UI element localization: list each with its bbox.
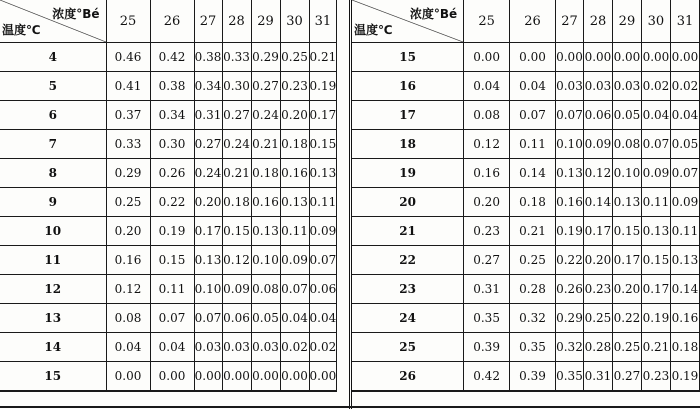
correction-value-cell: 0.20 bbox=[612, 275, 641, 304]
correction-value-cell: 0.05 bbox=[251, 304, 280, 333]
correction-value-cell: 0.13 bbox=[555, 159, 583, 188]
correction-value-cell: 0.24 bbox=[194, 159, 222, 188]
correction-value-cell: 0.15 bbox=[150, 246, 194, 275]
correction-value-cell: 0.04 bbox=[464, 72, 510, 101]
table-row bbox=[352, 159, 700, 188]
correction-value-cell: 0.10 bbox=[612, 159, 641, 188]
correction-value-cell: 0.31 bbox=[194, 101, 222, 130]
correction-value-cell: 0.25 bbox=[583, 304, 612, 333]
correction-value-cell: 0.16 bbox=[670, 304, 699, 333]
correction-value-cell: 0.24 bbox=[222, 130, 251, 159]
correction-value-cell: 0.16 bbox=[251, 188, 280, 217]
correction-value-cell: 0.27 bbox=[194, 130, 222, 159]
correction-value-cell: 0.18 bbox=[251, 159, 280, 188]
correction-value-cell: 0.09 bbox=[641, 159, 670, 188]
temperature-cell: 22 bbox=[352, 246, 464, 275]
bottom-rule bbox=[0, 406, 700, 408]
correction-value-cell: 0.27 bbox=[464, 246, 510, 275]
column-header: 25 bbox=[106, 0, 150, 43]
correction-value-cell: 0.15 bbox=[612, 217, 641, 246]
column-header: 31 bbox=[309, 0, 337, 43]
correction-value-cell: 0.00 bbox=[612, 43, 641, 72]
table-row bbox=[352, 101, 700, 130]
correction-value-cell: 0.23 bbox=[641, 362, 670, 392]
header-row bbox=[352, 0, 700, 43]
column-header: 27 bbox=[555, 0, 583, 43]
table-row bbox=[352, 304, 700, 333]
correction-value-cell: 0.09 bbox=[670, 188, 699, 217]
correction-value-cell: 0.13 bbox=[641, 217, 670, 246]
correction-value-cell: 0.17 bbox=[583, 217, 612, 246]
correction-value-cell: 0.25 bbox=[106, 188, 150, 217]
correction-value-cell: 0.38 bbox=[150, 72, 194, 101]
table-row bbox=[0, 217, 337, 246]
correction-value-cell: 0.29 bbox=[555, 304, 583, 333]
correction-value-cell: 0.02 bbox=[670, 72, 699, 101]
correction-value-cell: 0.00 bbox=[641, 43, 670, 72]
correction-value-cell: 0.04 bbox=[670, 101, 699, 130]
correction-value-cell: 0.22 bbox=[555, 246, 583, 275]
correction-value-cell: 0.25 bbox=[280, 43, 309, 72]
correction-value-cell: 0.27 bbox=[612, 362, 641, 392]
correction-value-cell: 0.46 bbox=[106, 43, 150, 72]
correction-value-cell: 0.17 bbox=[612, 246, 641, 275]
correction-value-cell: 0.19 bbox=[670, 362, 699, 392]
correction-value-cell: 0.00 bbox=[150, 362, 194, 392]
correction-value-cell: 0.00 bbox=[670, 43, 699, 72]
correction-value-cell: 0.18 bbox=[670, 333, 699, 362]
correction-value-cell: 0.13 bbox=[194, 246, 222, 275]
temperature-cell: 7 bbox=[0, 130, 106, 159]
correction-value-cell: 0.13 bbox=[280, 188, 309, 217]
table-row bbox=[352, 43, 700, 72]
table-row bbox=[0, 159, 337, 188]
correction-value-cell: 0.14 bbox=[510, 159, 556, 188]
table-row bbox=[352, 362, 700, 392]
temperature-cell: 5 bbox=[0, 72, 106, 101]
correction-value-cell: 0.35 bbox=[510, 333, 556, 362]
correction-value-cell: 0.21 bbox=[510, 217, 556, 246]
correction-value-cell: 0.00 bbox=[222, 362, 251, 392]
correction-value-cell: 0.03 bbox=[583, 72, 612, 101]
correction-value-cell: 0.06 bbox=[222, 304, 251, 333]
correction-value-cell: 0.10 bbox=[194, 275, 222, 304]
temperature-cell: 15 bbox=[352, 43, 464, 72]
correction-value-cell: 0.15 bbox=[309, 130, 337, 159]
correction-value-cell: 0.11 bbox=[670, 217, 699, 246]
correction-value-cell: 0.00 bbox=[309, 362, 337, 392]
correction-value-cell: 0.13 bbox=[251, 217, 280, 246]
correction-value-cell: 0.35 bbox=[555, 362, 583, 392]
correction-value-cell: 0.27 bbox=[251, 72, 280, 101]
temperature-cell: 24 bbox=[352, 304, 464, 333]
correction-value-cell: 0.37 bbox=[106, 101, 150, 130]
correction-value-cell: 0.13 bbox=[309, 159, 337, 188]
correction-value-cell: 0.04 bbox=[150, 333, 194, 362]
correction-value-cell: 0.05 bbox=[612, 101, 641, 130]
temperature-cell: 17 bbox=[352, 101, 464, 130]
temperature-cell: 4 bbox=[0, 43, 106, 72]
table-row bbox=[0, 101, 337, 130]
table-row bbox=[352, 130, 700, 159]
correction-value-cell: 0.17 bbox=[309, 101, 337, 130]
header-row bbox=[0, 0, 337, 43]
correction-value-cell: 0.02 bbox=[280, 333, 309, 362]
correction-value-cell: 0.14 bbox=[583, 188, 612, 217]
temperature-cell: 12 bbox=[0, 275, 106, 304]
correction-value-cell: 0.30 bbox=[222, 72, 251, 101]
right-correction-table bbox=[352, 0, 700, 392]
temperature-cell: 23 bbox=[352, 275, 464, 304]
correction-value-cell: 0.06 bbox=[309, 275, 337, 304]
table-row bbox=[0, 246, 337, 275]
correction-value-cell: 0.05 bbox=[670, 130, 699, 159]
correction-value-cell: 0.23 bbox=[464, 217, 510, 246]
correction-value-cell: 0.18 bbox=[280, 130, 309, 159]
table-row bbox=[352, 72, 700, 101]
column-header: 28 bbox=[583, 0, 612, 43]
correction-value-cell: 0.29 bbox=[251, 43, 280, 72]
correction-value-cell: 0.34 bbox=[150, 101, 194, 130]
correction-value-cell: 0.38 bbox=[194, 43, 222, 72]
table-row bbox=[352, 333, 700, 362]
correction-value-cell: 0.17 bbox=[194, 217, 222, 246]
table-row bbox=[0, 362, 337, 392]
correction-value-cell: 0.09 bbox=[309, 217, 337, 246]
table-row bbox=[0, 130, 337, 159]
correction-value-cell: 0.20 bbox=[280, 101, 309, 130]
correction-value-cell: 0.04 bbox=[106, 333, 150, 362]
correction-value-cell: 0.22 bbox=[612, 304, 641, 333]
correction-value-cell: 0.34 bbox=[194, 72, 222, 101]
correction-value-cell: 0.02 bbox=[641, 72, 670, 101]
correction-value-cell: 0.12 bbox=[222, 246, 251, 275]
correction-value-cell: 0.11 bbox=[641, 188, 670, 217]
temperature-label: 温度℃ bbox=[2, 23, 41, 37]
correction-value-cell: 0.16 bbox=[280, 159, 309, 188]
correction-value-cell: 0.21 bbox=[251, 130, 280, 159]
correction-value-cell: 0.19 bbox=[150, 217, 194, 246]
temperature-cell: 18 bbox=[352, 130, 464, 159]
correction-value-cell: 0.19 bbox=[555, 217, 583, 246]
column-header: 25 bbox=[464, 0, 510, 43]
correction-value-cell: 0.20 bbox=[194, 188, 222, 217]
column-header: 31 bbox=[670, 0, 699, 43]
correction-value-cell: 0.32 bbox=[555, 333, 583, 362]
correction-value-cell: 0.15 bbox=[222, 217, 251, 246]
correction-value-cell: 0.15 bbox=[641, 246, 670, 275]
correction-value-cell: 0.07 bbox=[670, 159, 699, 188]
correction-value-cell: 0.03 bbox=[555, 72, 583, 101]
correction-value-cell: 0.39 bbox=[464, 333, 510, 362]
correction-value-cell: 0.04 bbox=[510, 72, 556, 101]
correction-value-cell: 0.13 bbox=[612, 188, 641, 217]
correction-value-cell: 0.16 bbox=[106, 246, 150, 275]
correction-value-cell: 0.24 bbox=[251, 101, 280, 130]
correction-value-cell: 0.26 bbox=[555, 275, 583, 304]
temperature-cell: 14 bbox=[0, 333, 106, 362]
table-row bbox=[0, 188, 337, 217]
temperature-cell: 13 bbox=[0, 304, 106, 333]
correction-value-cell: 0.23 bbox=[280, 72, 309, 101]
correction-value-cell: 0.20 bbox=[464, 188, 510, 217]
temperature-cell: 11 bbox=[0, 246, 106, 275]
correction-value-cell: 0.28 bbox=[583, 333, 612, 362]
column-header: 30 bbox=[641, 0, 670, 43]
correction-value-cell: 0.08 bbox=[106, 304, 150, 333]
correction-value-cell: 0.09 bbox=[280, 246, 309, 275]
table-row bbox=[352, 217, 700, 246]
temperature-cell: 26 bbox=[352, 362, 464, 392]
correction-value-cell: 0.09 bbox=[222, 275, 251, 304]
correction-value-cell: 0.00 bbox=[583, 43, 612, 72]
column-header: 29 bbox=[251, 0, 280, 43]
correction-value-cell: 0.27 bbox=[222, 101, 251, 130]
temperature-cell: 21 bbox=[352, 217, 464, 246]
table-row bbox=[352, 188, 700, 217]
concentration-label: 浓度°Bé bbox=[409, 7, 458, 21]
correction-value-cell: 0.04 bbox=[309, 304, 337, 333]
correction-value-cell: 0.20 bbox=[106, 217, 150, 246]
correction-value-cell: 0.18 bbox=[222, 188, 251, 217]
correction-value-cell: 0.03 bbox=[612, 72, 641, 101]
correction-value-cell: 0.42 bbox=[150, 43, 194, 72]
temperature-cell: 19 bbox=[352, 159, 464, 188]
correction-value-cell: 0.12 bbox=[106, 275, 150, 304]
correction-value-cell: 0.25 bbox=[612, 333, 641, 362]
correction-value-cell: 0.06 bbox=[583, 101, 612, 130]
correction-value-cell: 0.08 bbox=[251, 275, 280, 304]
temperature-cell: 8 bbox=[0, 159, 106, 188]
correction-value-cell: 0.32 bbox=[510, 304, 556, 333]
correction-value-cell: 0.14 bbox=[670, 275, 699, 304]
correction-value-cell: 0.08 bbox=[612, 130, 641, 159]
correction-value-cell: 0.33 bbox=[222, 43, 251, 72]
column-header: 27 bbox=[194, 0, 222, 43]
temperature-cell: 16 bbox=[352, 72, 464, 101]
correction-value-cell: 0.18 bbox=[510, 188, 556, 217]
correction-value-cell: 0.00 bbox=[106, 362, 150, 392]
column-header: 28 bbox=[222, 0, 251, 43]
table-row bbox=[0, 275, 337, 304]
table-row bbox=[0, 43, 337, 72]
correction-value-cell: 0.11 bbox=[309, 188, 337, 217]
correction-value-cell: 0.26 bbox=[150, 159, 194, 188]
correction-value-cell: 0.10 bbox=[251, 246, 280, 275]
table-row bbox=[0, 72, 337, 101]
correction-value-cell: 0.21 bbox=[641, 333, 670, 362]
correction-value-cell: 0.17 bbox=[641, 275, 670, 304]
correction-value-cell: 0.21 bbox=[222, 159, 251, 188]
corner-header bbox=[0, 0, 106, 43]
correction-value-cell: 0.13 bbox=[670, 246, 699, 275]
correction-value-cell: 0.00 bbox=[510, 43, 556, 72]
correction-value-cell: 0.16 bbox=[555, 188, 583, 217]
correction-value-cell: 0.03 bbox=[194, 333, 222, 362]
correction-value-cell: 0.12 bbox=[583, 159, 612, 188]
correction-value-cell: 0.21 bbox=[309, 43, 337, 72]
temperature-label: 温度℃ bbox=[354, 23, 393, 37]
correction-value-cell: 0.42 bbox=[464, 362, 510, 392]
correction-value-cell: 0.29 bbox=[106, 159, 150, 188]
column-header: 26 bbox=[150, 0, 194, 43]
correction-value-cell: 0.16 bbox=[464, 159, 510, 188]
correction-value-cell: 0.07 bbox=[150, 304, 194, 333]
correction-value-cell: 0.23 bbox=[583, 275, 612, 304]
correction-value-cell: 0.00 bbox=[464, 43, 510, 72]
temperature-cell: 15 bbox=[0, 362, 106, 392]
temperature-cell: 6 bbox=[0, 101, 106, 130]
correction-value-cell: 0.04 bbox=[280, 304, 309, 333]
correction-value-cell: 0.07 bbox=[510, 101, 556, 130]
correction-value-cell: 0.39 bbox=[510, 362, 556, 392]
concentration-label: 浓度°Bé bbox=[52, 7, 100, 21]
correction-value-cell: 0.09 bbox=[583, 130, 612, 159]
correction-value-cell: 0.33 bbox=[106, 130, 150, 159]
correction-value-cell: 0.28 bbox=[510, 275, 556, 304]
column-header: 26 bbox=[510, 0, 556, 43]
correction-value-cell: 0.08 bbox=[464, 101, 510, 130]
correction-value-cell: 0.04 bbox=[641, 101, 670, 130]
table-row bbox=[0, 333, 337, 362]
temperature-cell: 10 bbox=[0, 217, 106, 246]
column-header: 29 bbox=[612, 0, 641, 43]
table-row bbox=[352, 275, 700, 304]
corner-header bbox=[352, 0, 464, 43]
correction-value-cell: 0.11 bbox=[510, 130, 556, 159]
left-correction-table bbox=[0, 0, 337, 392]
correction-value-cell: 0.00 bbox=[280, 362, 309, 392]
temperature-cell: 9 bbox=[0, 188, 106, 217]
correction-value-cell: 0.41 bbox=[106, 72, 150, 101]
correction-value-cell: 0.07 bbox=[309, 246, 337, 275]
table-row bbox=[0, 304, 337, 333]
correction-value-cell: 0.07 bbox=[641, 130, 670, 159]
correction-value-cell: 0.19 bbox=[309, 72, 337, 101]
correction-value-cell: 0.11 bbox=[150, 275, 194, 304]
correction-value-cell: 0.03 bbox=[222, 333, 251, 362]
correction-value-cell: 0.00 bbox=[194, 362, 222, 392]
correction-value-cell: 0.12 bbox=[464, 130, 510, 159]
correction-value-cell: 0.22 bbox=[150, 188, 194, 217]
correction-value-cell: 0.02 bbox=[309, 333, 337, 362]
correction-value-cell: 0.07 bbox=[555, 101, 583, 130]
correction-value-cell: 0.30 bbox=[150, 130, 194, 159]
table-row bbox=[352, 246, 700, 275]
correction-value-cell: 0.07 bbox=[280, 275, 309, 304]
correction-value-cell: 0.31 bbox=[583, 362, 612, 392]
column-header: 30 bbox=[280, 0, 309, 43]
correction-value-cell: 0.25 bbox=[510, 246, 556, 275]
temperature-cell: 20 bbox=[352, 188, 464, 217]
correction-value-cell: 0.31 bbox=[464, 275, 510, 304]
correction-value-cell: 0.20 bbox=[583, 246, 612, 275]
correction-value-cell: 0.00 bbox=[555, 43, 583, 72]
correction-value-cell: 0.07 bbox=[194, 304, 222, 333]
correction-value-cell: 0.19 bbox=[641, 304, 670, 333]
temperature-cell: 25 bbox=[352, 333, 464, 362]
correction-value-cell: 0.03 bbox=[251, 333, 280, 362]
correction-value-cell: 0.11 bbox=[280, 217, 309, 246]
correction-value-cell: 0.00 bbox=[251, 362, 280, 392]
correction-value-cell: 0.10 bbox=[555, 130, 583, 159]
correction-value-cell: 0.35 bbox=[464, 304, 510, 333]
